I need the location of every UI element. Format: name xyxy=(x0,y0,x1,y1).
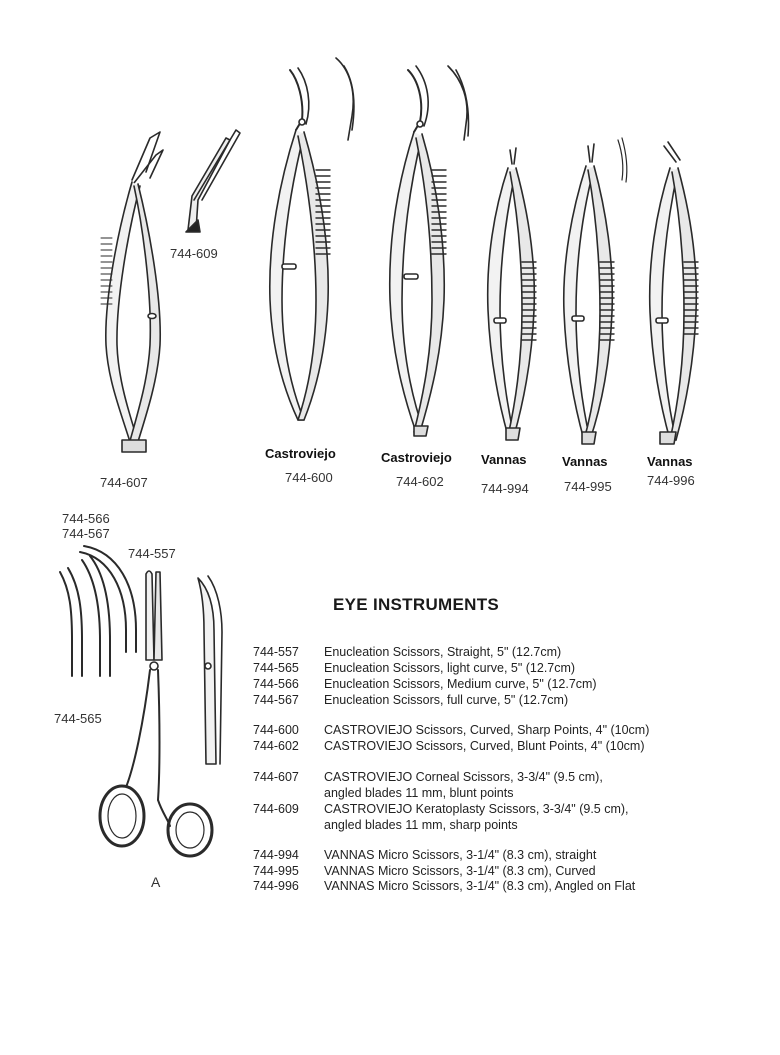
item-code: 744-557 xyxy=(253,645,299,659)
item-code: 744-566 xyxy=(253,677,299,691)
page-title: EYE INSTRUMENTS xyxy=(333,595,500,614)
code-label-744-602: 744-602 xyxy=(396,474,444,489)
code-label-744-557: 744-557 xyxy=(128,546,176,561)
brand-label-castroviejo: Castroviejo xyxy=(381,450,452,465)
item-description: CASTROVIEJO Keratoplasty Scissors, 3-3/4" (9.5 cm), xyxy=(324,802,629,816)
brand-label-vannas: Vannas xyxy=(481,452,527,467)
code-label-744-600: 744-600 xyxy=(285,470,333,485)
scissors-744-600-illustration xyxy=(270,58,354,420)
scissors-744-996-illustration xyxy=(650,142,698,444)
brand-label-castroviejo: Castroviejo xyxy=(265,446,336,461)
item-description: VANNAS Micro Scissors, 3-1/4" (8.3 cm), Curved xyxy=(324,864,596,878)
figure-letter-a: A xyxy=(151,874,161,890)
item-description: Enucleation Scissors, full curve, 5" (12.7cm) xyxy=(324,693,569,707)
item-code: 744-607 xyxy=(253,770,299,784)
item-description: Enucleation Scissors, Straight, 5" (12.7cm) xyxy=(324,645,562,659)
scissors-744-557-illustration xyxy=(100,571,212,856)
item-description: CASTROVIEJO Corneal Scissors, 3-3/4" (9.5 cm), xyxy=(324,770,603,784)
item-code: 744-565 xyxy=(253,661,299,675)
code-label-744-567: 744-567 xyxy=(62,526,110,541)
code-label-744-566: 744-566 xyxy=(62,511,110,526)
item-code: 744-609 xyxy=(253,802,299,816)
blade-curve-details xyxy=(60,546,136,676)
code-label-744-995: 744-995 xyxy=(564,479,612,494)
item-description: Enucleation Scissors, Medium curve, 5" (12.7cm) xyxy=(324,677,597,691)
item-description: Enucleation Scissors, light curve, 5" (12.7cm) xyxy=(324,661,576,675)
scissors-744-994-illustration xyxy=(488,148,536,440)
item-code: 744-567 xyxy=(253,693,299,707)
code-label-744-609: 744-609 xyxy=(170,246,218,261)
item-description: CASTROVIEJO Scissors, Curved, Blunt Points, 4" (10cm) xyxy=(324,739,645,753)
scissors-744-995-illustration xyxy=(564,138,627,444)
item-description: VANNAS Micro Scissors, 3-1/4" (8.3 cm), Angled on Flat xyxy=(324,879,636,893)
scissors-744-607-illustration xyxy=(101,132,163,452)
item-description-line2: angled blades 11 mm, blunt points xyxy=(324,786,514,800)
item-code: 744-602 xyxy=(253,739,299,753)
item-code: 744-600 xyxy=(253,723,299,737)
item-description-line2: angled blades 11 mm, sharp points xyxy=(324,818,518,832)
code-label-744-607: 744-607 xyxy=(100,475,148,490)
brand-label-vannas: Vannas xyxy=(647,454,693,469)
scissors-744-609-detail xyxy=(186,130,240,232)
item-description: VANNAS Micro Scissors, 3-1/4" (8.3 cm), straight xyxy=(324,848,597,862)
item-code: 744-996 xyxy=(253,879,299,893)
code-label-744-565: 744-565 xyxy=(54,711,102,726)
item-code: 744-994 xyxy=(253,848,299,862)
code-label-744-994: 744-994 xyxy=(481,481,529,496)
item-description: CASTROVIEJO Scissors, Curved, Sharp Points, 4" (10cm) xyxy=(324,723,650,737)
scissors-744-565-side-view xyxy=(198,576,222,764)
item-code: 744-995 xyxy=(253,864,299,878)
code-label-744-996: 744-996 xyxy=(647,473,695,488)
scissors-744-602-illustration xyxy=(390,66,469,436)
brand-label-vannas: Vannas xyxy=(562,454,608,469)
